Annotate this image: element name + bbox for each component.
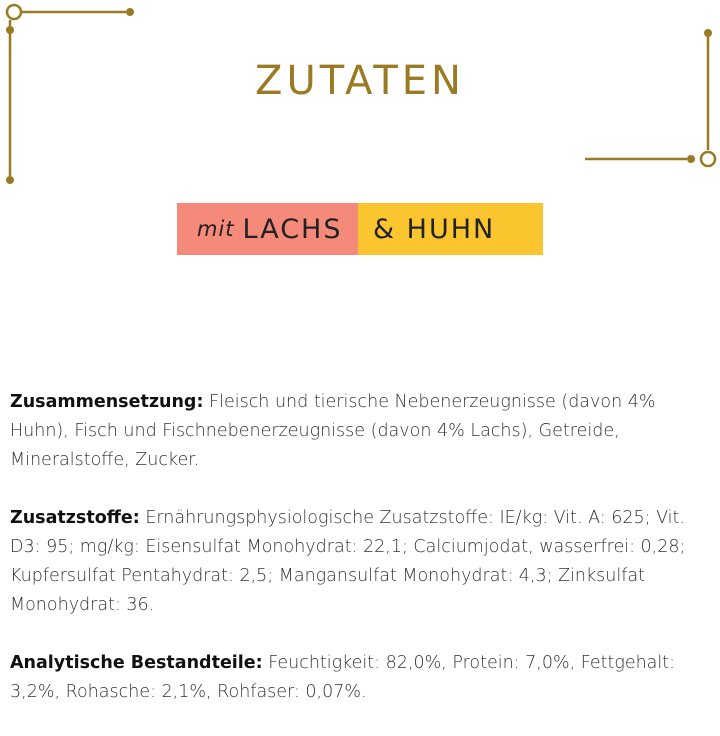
- additives-paragraph: [10, 504, 710, 620]
- page-title: ZUTATEN: [255, 58, 465, 104]
- analytical-text: Feuchtigkeit: 82,0%, Protein: 7,0%, Fettgehalt: 3,2%, Rohasche: 2,1%, Rohfaser: 0,07%.: [10, 653, 676, 702]
- badge-right-word: & HUHN: [373, 213, 496, 245]
- composition-paragraph: [10, 388, 710, 475]
- flavor-badge: [177, 203, 543, 255]
- badge-prefix: mit: [197, 217, 235, 241]
- composition-label: Zusammensetzung:: [10, 392, 204, 412]
- ingredients-content: [10, 388, 710, 736]
- analytical-paragraph: [10, 649, 710, 707]
- badge-left-word: LACHS: [242, 213, 343, 245]
- composition-text: Fleisch und tierische Nebenerzeugnisse (davon 4% Huhn), Fisch und Fischnebenerzeugnisse (davon 4% Lachs), Getreide, Mineralstoffe, Zucker.: [10, 392, 656, 470]
- additives-label: Zusatzstoffe:: [10, 508, 140, 528]
- badge-yellow-segment: [358, 203, 543, 255]
- additives-text: Ernährungsphysiologische Zusatzstoffe: IE/kg: Vit. A: 625; Vit. D3: 95; mg/kg: Eisensulfat Monohydrat: 22,1; Calciumjodat, wasserfrei: 0,28; Kupfersulfat Pentahydrat: 2,5; Mangansulfat Monohydrat: 4,3; Zinksulfat Monohydrat: 36.: [10, 508, 686, 615]
- analytical-label: Analytische Bestandteile:: [10, 653, 263, 673]
- badge-salmon-segment: [177, 203, 358, 255]
